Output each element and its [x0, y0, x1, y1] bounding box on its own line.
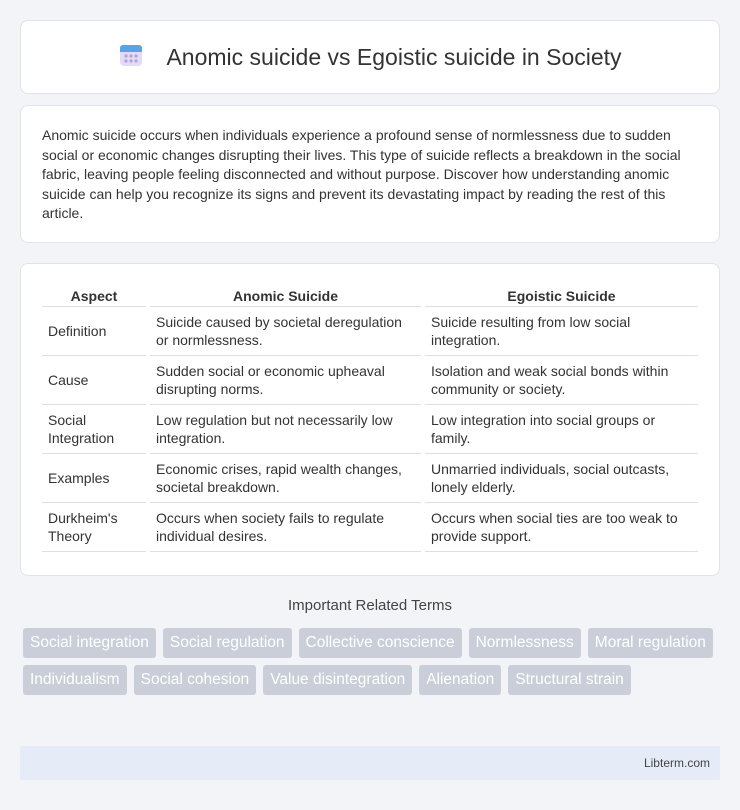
tag-moral-regulation[interactable]: Moral regulation	[588, 628, 713, 658]
cell-aspect: Durkheim's Theory	[42, 503, 146, 552]
cell-egoistic: Isolation and weak social bonds within community or society.	[425, 356, 698, 405]
cell-aspect: Cause	[42, 356, 146, 405]
cell-egoistic: Occurs when social ties are too weak to provide support.	[425, 503, 698, 552]
footer	[20, 746, 720, 780]
tag-collective-conscience[interactable]: Collective conscience	[299, 628, 462, 658]
cell-aspect: Social Integration	[42, 405, 146, 454]
cell-anomic: Low regulation but not necessarily low integration.	[150, 405, 421, 454]
comparison-table	[38, 284, 702, 552]
header-card	[20, 20, 720, 94]
page-title: Anomic suicide vs Egoistic suicide in Society	[166, 43, 622, 70]
cell-egoistic: Unmarried individuals, social outcasts, lonely elderly.	[425, 454, 698, 503]
header-anomic: Anomic Suicide	[150, 284, 421, 307]
tag-alienation[interactable]: Alienation	[419, 665, 501, 695]
tag-social-cohesion[interactable]: Social cohesion	[134, 665, 257, 695]
table-row	[42, 356, 698, 405]
intro-card	[20, 105, 720, 243]
tag-individualism[interactable]: Individualism	[23, 665, 127, 695]
table-row	[42, 454, 698, 503]
tag-normlessness[interactable]: Normlessness	[469, 628, 581, 658]
header-aspect: Aspect	[42, 284, 146, 307]
table-row	[42, 307, 698, 356]
cell-aspect: Definition	[42, 307, 146, 356]
cell-aspect: Examples	[42, 454, 146, 503]
tag-structural-strain[interactable]: Structural strain	[508, 665, 631, 695]
related-terms-list	[23, 628, 723, 695]
table-header-row	[42, 284, 698, 307]
comparison-card	[20, 263, 720, 576]
cell-anomic: Economic crises, rapid wealth changes, societal breakdown.	[150, 454, 421, 503]
footer-link[interactable]: Libterm.com	[643, 756, 710, 770]
intro-text: Anomic suicide occurs when individuals experience a profound sense of normlessness due to sudden social or economic changes disrupting their lives. This type of suicide reflects a breakdown in the social fabric, leaving people feeling disconnected and without purpose. Discover how understanding anomic suicide can help you recognize its signs and prevent its devastating impact by reading the rest of this article.	[42, 127, 681, 222]
header-egoistic: Egoistic Suicide	[425, 284, 698, 307]
title-wrap	[118, 42, 621, 73]
table-row	[42, 503, 698, 552]
cell-egoistic: Suicide resulting from low social integration.	[425, 307, 698, 356]
tag-social-regulation[interactable]: Social regulation	[163, 628, 292, 658]
cell-anomic: Suicide caused by societal deregulation or normlessness.	[150, 307, 421, 356]
tag-social-integration[interactable]: Social integration	[23, 628, 156, 658]
related-terms-title: Important Related Terms	[288, 597, 452, 614]
cell-egoistic: Low integration into social groups or family.	[425, 405, 698, 454]
cell-anomic: Sudden social or economic upheaval disrupting norms.	[150, 356, 421, 405]
calendar-icon	[118, 42, 144, 73]
table-row	[42, 405, 698, 454]
cell-anomic: Occurs when society fails to regulate individual desires.	[150, 503, 421, 552]
tag-value-disintegration[interactable]: Value disintegration	[263, 665, 412, 695]
